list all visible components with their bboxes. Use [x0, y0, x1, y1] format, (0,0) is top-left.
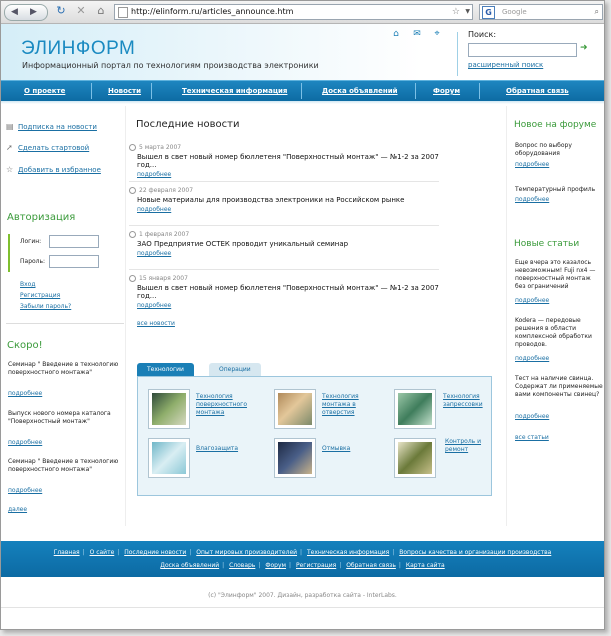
url-text: http://elinform.ru/articles_announce.htm: [131, 7, 294, 16]
back-icon[interactable]: ◀: [11, 7, 18, 17]
make-start-row[interactable]: [6, 143, 89, 152]
star-icon: ☆: [6, 165, 14, 174]
login-label: Логин:: [20, 238, 42, 245]
clock-icon: [129, 275, 136, 282]
subscribe-row[interactable]: [6, 122, 97, 131]
subscribe-link[interactable]: Подписка на новости: [18, 123, 97, 131]
auth-accent-bar: [8, 234, 10, 272]
tile-cleaning-label[interactable]: Отмывка: [322, 445, 351, 452]
article-more-link[interactable]: подробнее: [515, 413, 550, 420]
tile-coating-label[interactable]: Влагозащита: [196, 445, 239, 452]
make-start-link[interactable]: Сделать стартовой: [18, 144, 90, 152]
tile-cleaning-image[interactable]: [274, 438, 316, 478]
enter-link[interactable]: Вход: [20, 281, 36, 288]
tht-image: [278, 393, 312, 425]
inspection-image: [398, 442, 432, 474]
footer-links-row-1: Главная | О сайте | Последние новости | Опыт мировых производителей | Техническая информация | Вопросы качества и организации производства: [53, 549, 552, 556]
tile-smt-image[interactable]: [148, 389, 190, 429]
soon-item: Семинар " Введение в технологию поверхностного монтажа": [8, 458, 119, 473]
news-separator: [129, 181, 439, 182]
favorites-row[interactable]: [6, 165, 101, 174]
document-icon: ▤: [6, 122, 14, 131]
news-item: [129, 144, 439, 178]
news-date: 1 февраля 2007: [139, 231, 190, 238]
menu-separator: [301, 83, 302, 99]
footer-link-board[interactable]: Доска объявлений: [160, 562, 220, 569]
news-date: 15 января 2007: [139, 275, 188, 282]
dropdown-icon[interactable]: ▼: [465, 8, 470, 15]
footer-link-register[interactable]: Регистрация: [296, 562, 337, 569]
footer-link-home[interactable]: Главная: [53, 549, 80, 556]
arrow-icon: ➚: [6, 143, 13, 152]
forum-more-link[interactable]: подробнее: [515, 161, 550, 168]
footer-link-about[interactable]: О сайте: [89, 549, 115, 556]
news-separator: [129, 225, 439, 226]
search-input[interactable]: [468, 43, 577, 57]
soon-more-link[interactable]: подробнее: [8, 439, 43, 446]
news-date: 22 февраля 2007: [139, 187, 194, 194]
news-item: [129, 231, 439, 257]
news-separator: [129, 269, 439, 270]
search-go-icon[interactable]: ➜: [580, 43, 588, 53]
search-label: Поиск:: [468, 30, 497, 39]
forum-item: Температурный профиль: [515, 186, 596, 193]
news-date: 5 марта 2007: [139, 144, 182, 151]
menu-separator: [151, 83, 152, 99]
all-articles-link[interactable]: все статьи: [515, 434, 549, 441]
tile-pressfit-label[interactable]: Технология запрессовки: [443, 393, 483, 408]
menu-item-board[interactable]: Доска объявлений: [322, 87, 398, 95]
news-headline: Вышел в свет новый номер бюллетеня "Поверхностный монтаж" — №1-2 за 2007 год...: [137, 153, 439, 169]
news-item: [129, 187, 439, 213]
footer-link-experience[interactable]: Опыт мировых производителей: [196, 549, 298, 556]
home-icon[interactable]: ⌂: [393, 29, 399, 39]
tile-smt-label[interactable]: Технология поверхностного монтажа: [196, 393, 247, 416]
column-divider-right: [506, 106, 507, 526]
footer-link-quality[interactable]: Вопросы качества и организации производства: [399, 549, 552, 556]
forum-more-link[interactable]: подробнее: [515, 196, 550, 203]
forgot-password-link[interactable]: Забыли пароль?: [20, 303, 72, 310]
bottom-divider: [1, 607, 604, 608]
address-bar[interactable]: [114, 4, 473, 20]
browser-toolbar: [1, 1, 604, 24]
copyright-text: (c) "Элинформ" 2007. Дизайн, разработка сайта - InterLabs.: [208, 592, 397, 599]
browser-search-box[interactable]: [479, 4, 603, 20]
soon-item: Семинар " Введение в технологию поверхностного монтажа": [8, 361, 119, 376]
site-footer: [1, 541, 604, 577]
news-headline: ЗАО Предприятие ОСТЕК проводит уникальный семинар: [137, 240, 349, 248]
footer-links-row-2: Доска объявлений | Словарь | Форум | Регистрация | Обратная связь | Карта сайта: [160, 562, 445, 569]
sitemap-icon[interactable]: ⌖: [434, 29, 440, 39]
tab-operations[interactable]: Операции: [209, 363, 261, 376]
news-more-link[interactable]: подробнее: [137, 171, 172, 178]
all-news-link[interactable]: все новости: [137, 320, 175, 327]
menu-separator: [479, 83, 480, 99]
tile-coating-image[interactable]: [148, 438, 190, 478]
footer-link-dictionary[interactable]: Словарь: [229, 562, 256, 569]
page-icon: [118, 7, 128, 18]
forward-icon[interactable]: ▶: [30, 7, 37, 17]
site-header: [1, 24, 604, 80]
clock-icon: [129, 144, 136, 151]
tile-inspection-image[interactable]: [394, 438, 436, 478]
register-link[interactable]: Регистрация: [20, 292, 61, 299]
menu-item-forum[interactable]: Форум: [433, 87, 461, 95]
home-icon[interactable]: ⌂: [97, 4, 105, 17]
forum-item: Вопрос по выбору оборудования: [515, 142, 572, 157]
news-more-link[interactable]: подробнее: [137, 302, 172, 309]
news-headline: Вышел в свет новый номер бюллетеня "Поверхностный монтаж" — №1-2 за 2007 год...: [137, 284, 439, 300]
auth-title: Авторизация: [7, 212, 76, 223]
coating-image: [152, 442, 186, 474]
google-icon[interactable]: G: [482, 6, 495, 19]
menu-item-feedback[interactable]: Обратная связь: [506, 87, 569, 95]
main-menu: [1, 80, 604, 101]
footer-link-feedback[interactable]: Обратная связь: [346, 562, 396, 569]
mail-icon[interactable]: ✉: [413, 29, 421, 39]
tab-technologies[interactable]: Технологии: [137, 363, 194, 376]
news-item: [129, 275, 439, 309]
news-more-link[interactable]: подробнее: [137, 250, 172, 257]
soon-further-link[interactable]: далее: [8, 506, 28, 513]
stop-icon[interactable]: ✕: [76, 4, 86, 17]
menu-separator: [415, 83, 416, 99]
article-item: Еще вчера это казалось невозможным! Fuji nx4 — поверхностный монтаж без ограничений: [515, 259, 596, 290]
advanced-search-link[interactable]: расширенный поиск: [468, 61, 544, 69]
favorites-link[interactable]: Добавить в избранное: [18, 166, 101, 174]
clock-icon: [129, 231, 136, 238]
tile-tht-label[interactable]: Технология монтажа в отверстия: [322, 393, 359, 416]
tile-tht-image[interactable]: [274, 389, 316, 429]
article-more-link[interactable]: подробнее: [515, 297, 550, 304]
menu-item-about[interactable]: О проекте: [24, 87, 66, 95]
column-divider-left: [125, 106, 126, 526]
smt-image: [152, 393, 186, 425]
soon-more-link[interactable]: подробнее: [8, 390, 43, 397]
password-label: Пароль:: [20, 258, 46, 265]
article-item: Тест на наличие свинца. Содержат ли применяемые вами компоненты свинец?: [515, 375, 603, 398]
technology-tabs: [137, 363, 492, 497]
clock-icon: [129, 187, 136, 194]
bookmark-star-icon[interactable]: ☆: [451, 7, 460, 17]
footer-link-news[interactable]: Последние новости: [124, 549, 187, 556]
footer-link-tech-info[interactable]: Техническая информация: [306, 549, 390, 556]
site-tagline: Информационный портал по технологиям производства электроники: [22, 61, 319, 70]
menu-separator: [91, 83, 92, 99]
menu-item-tech-info[interactable]: Техническая информация: [182, 87, 288, 95]
tile-pressfit-image[interactable]: [394, 389, 436, 429]
left-separator: [6, 323, 124, 324]
password-input[interactable]: [49, 255, 99, 268]
login-input[interactable]: [49, 235, 99, 248]
back-forward-buttons[interactable]: [4, 4, 48, 21]
reload-icon[interactable]: ↻: [56, 4, 66, 17]
footer-link-sitemap[interactable]: Карта сайта: [405, 562, 445, 569]
soon-title: Скоро!: [7, 340, 43, 351]
news-more-link[interactable]: подробнее: [137, 206, 172, 213]
pressfit-image: [398, 393, 432, 425]
articles-title: Новые статьи: [514, 239, 580, 249]
news-title: Последние новости: [136, 119, 240, 130]
search-placeholder: Google: [502, 8, 527, 16]
header-divider: [457, 32, 458, 76]
article-more-link[interactable]: подробнее: [515, 355, 550, 362]
news-headline: Новые материалы для производства электроники на Российском рынке: [137, 196, 405, 204]
cleaning-image: [278, 442, 312, 474]
soon-item: Выпуск нового номера каталога "Поверхностный монтаж": [8, 410, 111, 425]
footer-link-forum[interactable]: Форум: [265, 562, 287, 569]
site-logo[interactable]: ЭЛИНФОРМ: [21, 38, 136, 59]
search-icon[interactable]: ⌕: [594, 7, 599, 16]
forum-title: Новое на форуме: [514, 120, 597, 130]
menu-shadow: [1, 101, 604, 104]
menu-item-news[interactable]: Новости: [108, 87, 142, 95]
tile-inspection-label[interactable]: Контроль и ремонт: [445, 438, 482, 453]
soon-more-link[interactable]: подробнее: [8, 487, 43, 494]
tab-panel: [137, 376, 492, 496]
article-item: Kodera — передовые решения в области комплексной обработки проводов.: [515, 317, 592, 348]
